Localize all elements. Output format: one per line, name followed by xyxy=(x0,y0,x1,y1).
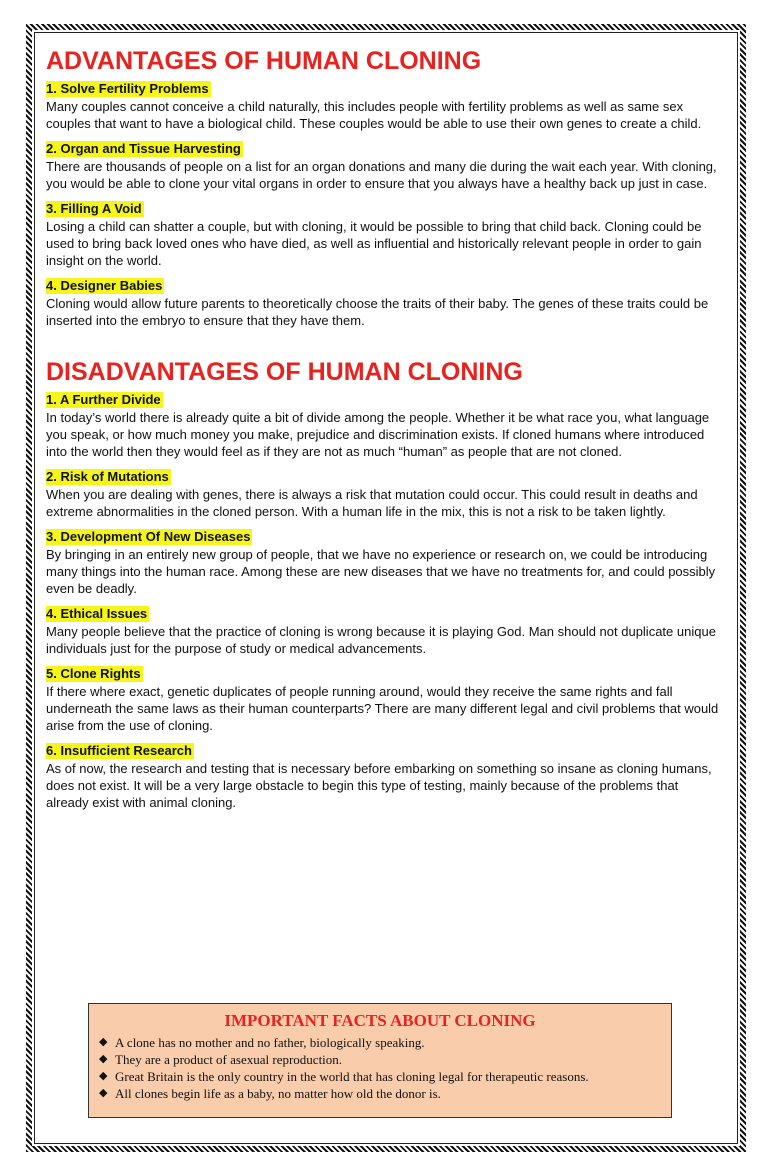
list-item xyxy=(99,1085,671,1102)
advantage-item xyxy=(46,80,722,132)
disadvantage-item xyxy=(46,605,722,657)
advantages-title: ADVANTAGES OF HUMAN CLONING xyxy=(46,47,482,75)
facts-title: IMPORTANT FACTS ABOUT CLONING xyxy=(224,1011,536,1030)
disadvantages-title: DISADVANTAGES OF HUMAN CLONING xyxy=(46,358,523,386)
advantage-item xyxy=(46,200,722,269)
advantage-heading: 2. Organ and Tissue Harvesting xyxy=(46,141,241,156)
advantage-item xyxy=(46,277,722,329)
diamond-bullet-icon: ◆ xyxy=(99,1036,108,1048)
advantage-text: Many couples cannot conceive a child naturally, this includes people with fertility problems as well as same sex couples that want to have a biological child. These couples would be able to use their own genes to create a child. xyxy=(46,99,702,131)
document-content xyxy=(46,44,722,811)
advantage-text: Cloning would allow future parents to theoretically choose the traits of their baby. The genes of these traits could be inserted into the embryo to ensure that they have them. xyxy=(46,296,709,328)
facts-list xyxy=(89,1034,671,1102)
disadvantage-heading: 6. Insufficient Research xyxy=(46,743,192,758)
disadvantage-heading: 3. Development Of New Diseases xyxy=(46,529,251,544)
disadvantage-heading: 1. A Further Divide xyxy=(46,392,161,407)
disadvantage-text: In today’s world there is already quite a bit of divide among the people. Whether it be what race you, what language you speak, or how much money you make, prejudice and discrimination exists. If cloned humans where introduced into the world then they would feel as if they are not as much “human” as people that are not cloned. xyxy=(46,410,710,459)
list-item xyxy=(99,1068,671,1085)
disadvantage-text: As of now, the research and testing that is necessary before embarking on something so insane as cloning humans, does not exist. It will be a very large obstacle to begin this type of testing, mainly because of the problems that already exist with animal cloning. xyxy=(46,761,712,810)
disadvantage-heading: 2. Risk of Mutations xyxy=(46,469,169,484)
advantage-heading: 4. Designer Babies xyxy=(46,278,163,293)
diamond-bullet-icon: ◆ xyxy=(99,1070,108,1082)
advantage-heading: 3. Filling A Void xyxy=(46,201,142,216)
disadvantage-item xyxy=(46,391,722,460)
diamond-bullet-icon: ◆ xyxy=(99,1053,108,1065)
diamond-bullet-icon: ◆ xyxy=(99,1087,108,1099)
disadvantage-item xyxy=(46,665,722,734)
disadvantage-item xyxy=(46,468,722,520)
fact-text: They are a product of asexual reproduction. xyxy=(115,1052,343,1067)
advantage-heading: 1. Solve Fertility Problems xyxy=(46,81,209,96)
disadvantage-text: By bringing in an entirely new group of people, that we have no experience or research on, we could be introducing many things into the human race. Among these are new diseases that we have no treatments for, and could possibly even be deadly. xyxy=(46,547,716,596)
important-facts-box xyxy=(88,1003,672,1118)
disadvantage-item xyxy=(46,742,722,811)
list-item xyxy=(99,1051,671,1068)
disadvantage-item xyxy=(46,528,722,597)
fact-text: All clones begin life as a baby, no matter how old the donor is. xyxy=(115,1086,441,1101)
advantage-text: Losing a child can shatter a couple, but with cloning, it would be possible to bring that child back. Cloning could be used to bring back loved ones who have died, as well as influential and historically relevant people in order to gain insight on the world. xyxy=(46,219,702,268)
disadvantage-heading: 5. Clone Rights xyxy=(46,666,141,681)
advantage-text: There are thousands of people on a list for an organ donations and many die during the wait each year. With cloning, you would be able to clone your vital organs in order to ensure that you always have a healthy back up just in case. xyxy=(46,159,717,191)
list-item xyxy=(99,1034,671,1051)
advantage-item xyxy=(46,140,722,192)
fact-text: Great Britain is the only country in the world that has cloning legal for therapeutic reasons. xyxy=(115,1069,589,1084)
disadvantage-heading: 4. Ethical Issues xyxy=(46,606,148,621)
fact-text: A clone has no mother and no father, biologically speaking. xyxy=(115,1035,425,1050)
disadvantage-text: If there where exact, genetic duplicates of people running around, would they receive the same rights and fall underneath the same laws as their human counterparts? There are many different legal and civil problems that would arise from the use of cloning. xyxy=(46,684,719,733)
disadvantage-text: Many people believe that the practice of cloning is wrong because it is playing God. Man should not duplicate unique individuals just for the purpose of study or medical advancements. xyxy=(46,624,716,656)
disadvantage-text: When you are dealing with genes, there is always a risk that mutation could occur. This could result in deaths and extreme abnormalities in the cloned person. With a human life in the mix, this is not a risk to be taken lightly. xyxy=(46,487,698,519)
